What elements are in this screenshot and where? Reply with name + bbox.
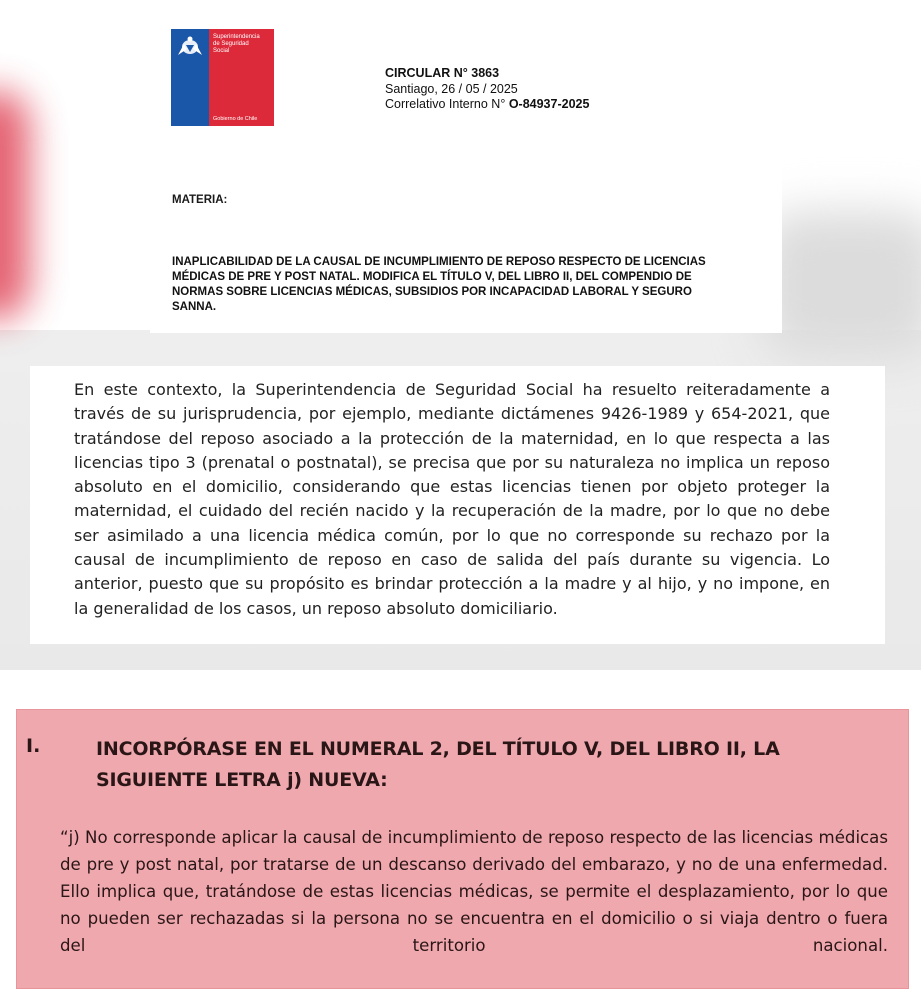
shadow-decoration	[760, 210, 921, 360]
section-number: I.	[26, 735, 41, 757]
circular-info	[385, 66, 589, 113]
materia-label: MATERIA:	[172, 194, 228, 206]
circular-title: CIRCULAR N° 3863	[385, 66, 500, 80]
logo-gobierno-text: Gobierno de Chile	[213, 116, 258, 122]
materia-text: INAPLICABILIDAD DE LA CAUSAL DE INCUMPLIMIENTO DE REPOSO RESPECTO DE LICENCIAS MÉDICAS DE PRE Y POST NATAL. MODIFICA EL TÍTULO V, DEL LIBRO II, DEL COMPENDIO DE NORMAS SOBRE LICENCIAS MÉDICAS, SUBSIDIOS POR INCAPACIDAD LABORAL Y SEGURO SANNA.	[172, 256, 706, 313]
circular-date: Santiago, 26 / 05 / 2025	[385, 81, 518, 96]
correlativo: Correlativo Interno N° O-84937-2025	[385, 97, 590, 111]
coat-of-arms-icon	[175, 35, 205, 57]
section-body: “j) No corresponde aplicar la causal de incumplimiento de reposo respecto de las licencias médicas de pre y post natal, por tratarse de un descanso derivado del embarazo, y no de una enfermedad. Ello implica que, tratándose de estas licencias médicas, se permite el desplazamiento, por lo que no pueden ser rechazadas si la persona no se encuentra en el domicilio o si viaja dentro o fuera del territorio nacional.	[60, 828, 888, 955]
logo-text: Superintendencia de Seguridad Social	[213, 34, 260, 54]
superintendencia-logo	[171, 29, 274, 126]
context-paragraph: En este contexto, la Superintendencia de Seguridad Social ha resuelto reiteradamente a través de su jurisprudencia, por ejemplo, mediante dictámenes 9426-1989 y 654-2021, que tratándose del reposo asociado a la protección de la maternidad, en lo que respecta a las licencias tipo 3 (prenatal o postnatal), se precisa que por su naturaleza no implica un reposo absoluto en el domicilio, considerando que estas licencias tienen por objeto proteger la maternidad, el cuidado del recién nacido y la recuperación de la madre, por lo que no debe ser asimilado a una licencia médica común, por lo que no corresponde su rechazo por la causal de incumplimiento de reposo en caso de salida del país durante su vigencia. Lo anterior, puesto que su propósito es brindar protección a la madre y al hijo, y no impone, en la generalidad de los casos, un reposo absoluto domiciliario.	[74, 380, 830, 618]
red-blur-decoration	[0, 90, 30, 320]
section-heading: INCORPÓRASE EN EL NUMERAL 2, DEL TÍTULO V, DEL LIBRO II, LA SIGUIENTE LETRA j) NUEVA:	[96, 738, 780, 791]
correlativo-value: O-84937-2025	[508, 97, 590, 111]
